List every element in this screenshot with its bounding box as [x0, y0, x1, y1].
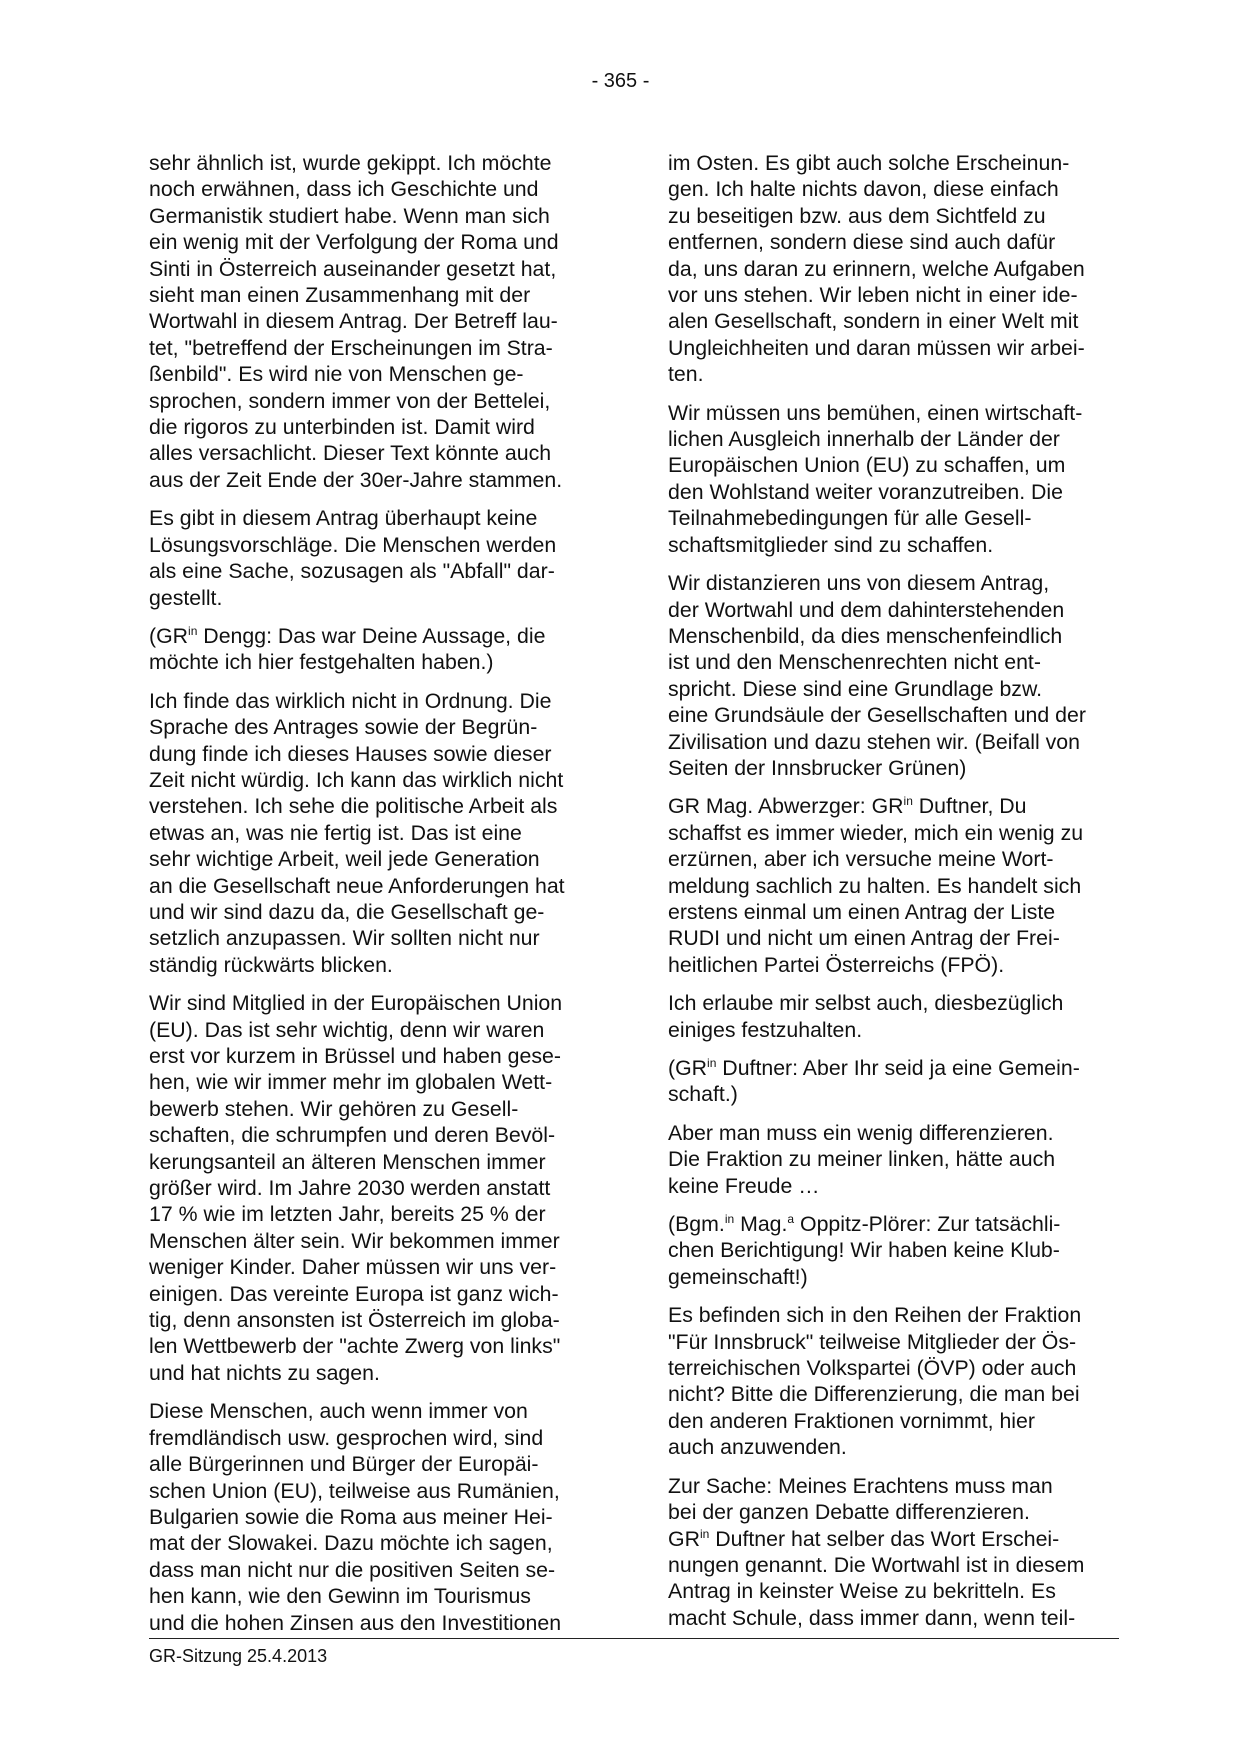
text-line: bei der ganzen Debatte differenzieren.	[668, 1500, 1030, 1525]
text-line: $GR^{in}$ Duftner hat selber das Wort Erschei-	[668, 1526, 1060, 1551]
text-line: terreichischen Volkspartei (ÖVP) oder auch	[668, 1356, 1077, 1381]
text-line: etwas an, was nie fertig ist. Das ist eine	[149, 820, 522, 845]
text-line: ($GR^{in}$ Duftner: Aber Ihr seid ja eine Gemein-	[668, 1055, 1080, 1080]
page-number: - 365 -	[591, 70, 650, 92]
text-line: sieht man einen Zusammenhang mit der	[149, 283, 531, 308]
paragraph	[149, 623, 601, 676]
text-line: schen Union (EU), teilweise aus Rumänien,	[149, 1478, 560, 1503]
text-line: setzlich anzupassen. Wir sollten nicht nur	[149, 926, 540, 951]
text-line: hen kann, wie den Gewinn im Tourismus	[149, 1584, 531, 1609]
text-line: und hat nichts zu sagen.	[149, 1360, 380, 1385]
text-line: als eine Sache, sozusagen als "Abfall" dar-	[149, 559, 555, 584]
right-column	[668, 150, 1120, 1643]
text-line: RUDI und nicht um einen Antrag der Frei-	[668, 926, 1060, 951]
text-line: erzürnen, aber ich versuche meine Wort-	[668, 847, 1054, 872]
text-line: (EU). Das ist sehr wichtig, denn wir waren	[149, 1017, 545, 1042]
paragraph	[668, 990, 1120, 1043]
text-line: Menschenbild, da dies menschenfeindlich	[668, 623, 1063, 648]
text-line: 17 % wie im letzten Jahr, bereits 25 % der	[149, 1202, 546, 1227]
text-line: Antrag in keinster Weise zu bekritteln. Es	[668, 1579, 1056, 1604]
paragraph	[149, 990, 601, 1386]
text-line: Aber man muss ein wenig differenzieren.	[668, 1120, 1054, 1145]
text-line: Europäischen Union (EU) zu schaffen, um	[668, 453, 1066, 478]
text-line: Die Fraktion zu meiner linken, hätte auch	[668, 1147, 1056, 1172]
text-line: auch anzuwenden.	[668, 1435, 847, 1460]
text-line: noch erwähnen, dass ich Geschichte und	[149, 177, 539, 202]
text-line: den Wohlstand weiter voranzutreiben. Die	[668, 479, 1064, 504]
text-line: Es befinden sich in den Reihen der Fraktion	[668, 1303, 1082, 1328]
text-line: GR Mag. Abwerzger: $GR^{in}$ Duftner, Du	[668, 794, 1027, 819]
text-line: meldung sachlich zu halten. Es handelt sich	[668, 873, 1082, 898]
paragraph	[668, 570, 1120, 781]
text-line: ein wenig mit der Verfolgung der Roma und	[149, 230, 559, 255]
text-line: Bulgarien sowie die Roma aus meiner Hei-	[149, 1504, 553, 1529]
left-column	[149, 150, 601, 1648]
text-line: keine Freude …	[668, 1173, 820, 1198]
text-line: hen, wie wir immer mehr im globalen Wett-	[149, 1070, 553, 1095]
text-line: Wir sind Mitglied in der Europäischen Union	[149, 991, 563, 1016]
text-line: macht Schule, dass immer dann, wenn teil-	[668, 1605, 1076, 1630]
text-line: kerungsanteil an älteren Menschen immer	[149, 1149, 546, 1174]
text-line: Seiten der Innsbrucker Grünen)	[668, 755, 967, 780]
text-line: zu beseitigen bzw. aus dem Sichtfeld zu	[668, 203, 1046, 228]
text-line: (Bgm.$^{in}$ Mag.$^a$ Oppitz-Plörer: Zur tatsächli-	[668, 1211, 1061, 1237]
text-line: den anderen Fraktionen vornimmt, hier	[668, 1408, 1035, 1433]
text-line: Sprache des Antrages sowie der Begrün-	[149, 715, 538, 740]
text-line: Zivilisation und dazu stehen wir. (Beifall von	[668, 729, 1080, 754]
paragraph	[668, 400, 1120, 558]
paragraph	[668, 1055, 1120, 1108]
text-line: mat der Slowakei. Dazu möchte ich sagen,	[149, 1531, 553, 1556]
text-line: Zur Sache: Meines Erachtens muss man	[668, 1473, 1053, 1498]
text-line: vor uns stehen. Wir leben nicht in einer ide-	[668, 283, 1078, 308]
text-line: da, uns daran zu erinnern, welche Aufgaben	[668, 256, 1085, 281]
text-line: schaften, die schrumpfen und deren Bevöl-	[149, 1123, 556, 1148]
text-line: größer wird. Im Jahre 2030 werden anstatt	[149, 1176, 551, 1201]
text-line: sehr wichtige Arbeit, weil jede Generation	[149, 847, 540, 872]
text-line: Wir distanzieren uns von diesem Antrag,	[668, 571, 1050, 596]
paragraph	[668, 1120, 1120, 1199]
text-line: einigen. Das vereinte Europa ist ganz wich-	[149, 1281, 559, 1306]
text-line: Germanistik studiert habe. Wenn man sich	[149, 203, 550, 228]
text-line: Zeit nicht würdig. Ich kann das wirklich nicht	[149, 767, 564, 792]
text-line: im Osten. Es gibt auch solche Erscheinun-	[668, 151, 1070, 175]
text-line: Ich finde das wirklich nicht in Ordnung. Die	[149, 688, 552, 713]
text-line: tet, "betreffend der Erscheinungen im Stra-	[149, 335, 553, 360]
paragraph	[149, 688, 601, 978]
text-line: dung finde ich dieses Hauses sowie dieser	[149, 741, 552, 766]
paragraph	[668, 150, 1120, 388]
text-line: nungen genannt. Die Wortwahl ist in diesem	[668, 1552, 1085, 1577]
text-line: "Für Innsbruck" teilweise Mitglieder der Ös-	[668, 1329, 1077, 1354]
footer-divider	[149, 1638, 1119, 1639]
text-line: heitlichen Partei Österreichs (FPÖ).	[668, 952, 1005, 977]
text-line: einiges festzuhalten.	[668, 1017, 863, 1042]
text-line: an die Gesellschaft neue Anforderungen hat	[149, 873, 565, 898]
text-line: schaftsmitglieder sind zu schaffen.	[668, 532, 994, 557]
text-line: schaft.)	[668, 1082, 738, 1107]
paragraph	[668, 1211, 1120, 1290]
paragraph	[668, 1473, 1120, 1631]
text-line: lichen Ausgleich innerhalb der Länder der	[668, 427, 1060, 452]
text-line: tig, denn ansonsten ist Österreich im globa-	[149, 1308, 560, 1333]
text-line: sprochen, sondern immer von der Bettelei,	[149, 388, 551, 413]
paragraph	[149, 1398, 601, 1636]
text-line: die rigoros zu unterbinden ist. Damit wird	[149, 415, 535, 440]
text-line: alen Gesellschaft, sondern in einer Welt mit	[668, 309, 1079, 334]
text-line: nicht? Bitte die Differenzierung, die man bei	[668, 1382, 1080, 1407]
text-line: ten.	[668, 362, 704, 387]
text-line: Lösungsvorschläge. Die Menschen werden	[149, 532, 557, 557]
text-line: eine Grundsäule der Gesellschaften und der	[668, 703, 1086, 728]
text-line: aus der Zeit Ende der 30er-Jahre stammen.	[149, 467, 563, 492]
text-line: spricht. Diese sind eine Grundlage bzw.	[668, 676, 1043, 701]
text-line: Ungleichheiten und daran müssen wir arbei-	[668, 335, 1085, 360]
text-line: schaffst es immer wieder, mich ein wenig zu	[668, 820, 1084, 845]
text-line: Teilnahmebedingungen für alle Gesell-	[668, 506, 1032, 531]
text-line: sehr ähnlich ist, wurde gekippt. Ich möchte	[149, 151, 552, 175]
paragraph	[149, 150, 601, 493]
text-line: entfernen, sondern diese sind auch dafür	[668, 230, 1056, 255]
footer-session-date: GR-Sitzung 25.4.2013	[149, 1646, 328, 1666]
text-line: gemeinschaft!)	[668, 1264, 808, 1289]
text-line: alles versachlicht. Dieser Text könnte auch	[149, 441, 552, 466]
text-line: bewerb stehen. Wir gehören zu Gesell-	[149, 1096, 519, 1121]
text-line: len Wettbewerb der "achte Zwerg von links"	[149, 1334, 561, 1359]
text-line: gestellt.	[149, 585, 223, 610]
text-line: ist und den Menschenrechten nicht ent-	[668, 650, 1041, 675]
text-line: möchte ich hier festgehalten haben.)	[149, 650, 494, 675]
text-line: Menschen älter sein. Wir bekommen immer	[149, 1228, 560, 1253]
text-line: dass man nicht nur die positiven Seiten se-	[149, 1557, 556, 1582]
text-line: der Wortwahl und dem dahinterstehenden	[668, 597, 1065, 622]
text-line: erstens einmal um einen Antrag der Liste	[668, 899, 1056, 924]
text-line: ständig rückwärts blicken.	[149, 952, 393, 977]
text-line: verstehen. Ich sehe die politische Arbeit als	[149, 794, 558, 819]
text-line: Es gibt in diesem Antrag überhaupt keine	[149, 506, 538, 531]
paragraph	[149, 505, 601, 611]
text-line: Wortwahl in diesem Antrag. Der Betreff lau-	[149, 309, 558, 334]
text-line: Sinti in Österreich auseinander gesetzt hat,	[149, 256, 557, 281]
paragraph	[668, 1302, 1120, 1460]
text-line: alle Bürgerinnen und Bürger der Europäi-	[149, 1452, 539, 1477]
text-line: weniger Kinder. Daher müssen wir uns ver-	[149, 1255, 557, 1280]
paragraph	[668, 793, 1120, 978]
text-line: und wir sind dazu da, die Gesellschaft ge-	[149, 899, 545, 924]
text-line: gen. Ich halte nichts davon, diese einfach	[668, 177, 1059, 202]
text-line: fremdländisch usw. gesprochen wird, sind	[149, 1425, 544, 1450]
text-line: ($GR^{in}$ Dengg: Das war Deine Aussage, die	[149, 623, 546, 648]
text-line: und die hohen Zinsen aus den Investitionen	[149, 1610, 562, 1635]
text-line: Diese Menschen, auch wenn immer von	[149, 1399, 528, 1424]
text-line: chen Berichtigung! Wir haben keine Klub-	[668, 1238, 1060, 1263]
text-line: ßenbild". Es wird nie von Menschen ge-	[149, 362, 524, 387]
text-line: erst vor kurzem in Brüssel und haben gese-	[149, 1044, 561, 1068]
text-line: Ich erlaube mir selbst auch, diesbezüglich	[668, 991, 1064, 1016]
text-line: Wir müssen uns bemühen, einen wirtschaft-	[668, 400, 1083, 425]
